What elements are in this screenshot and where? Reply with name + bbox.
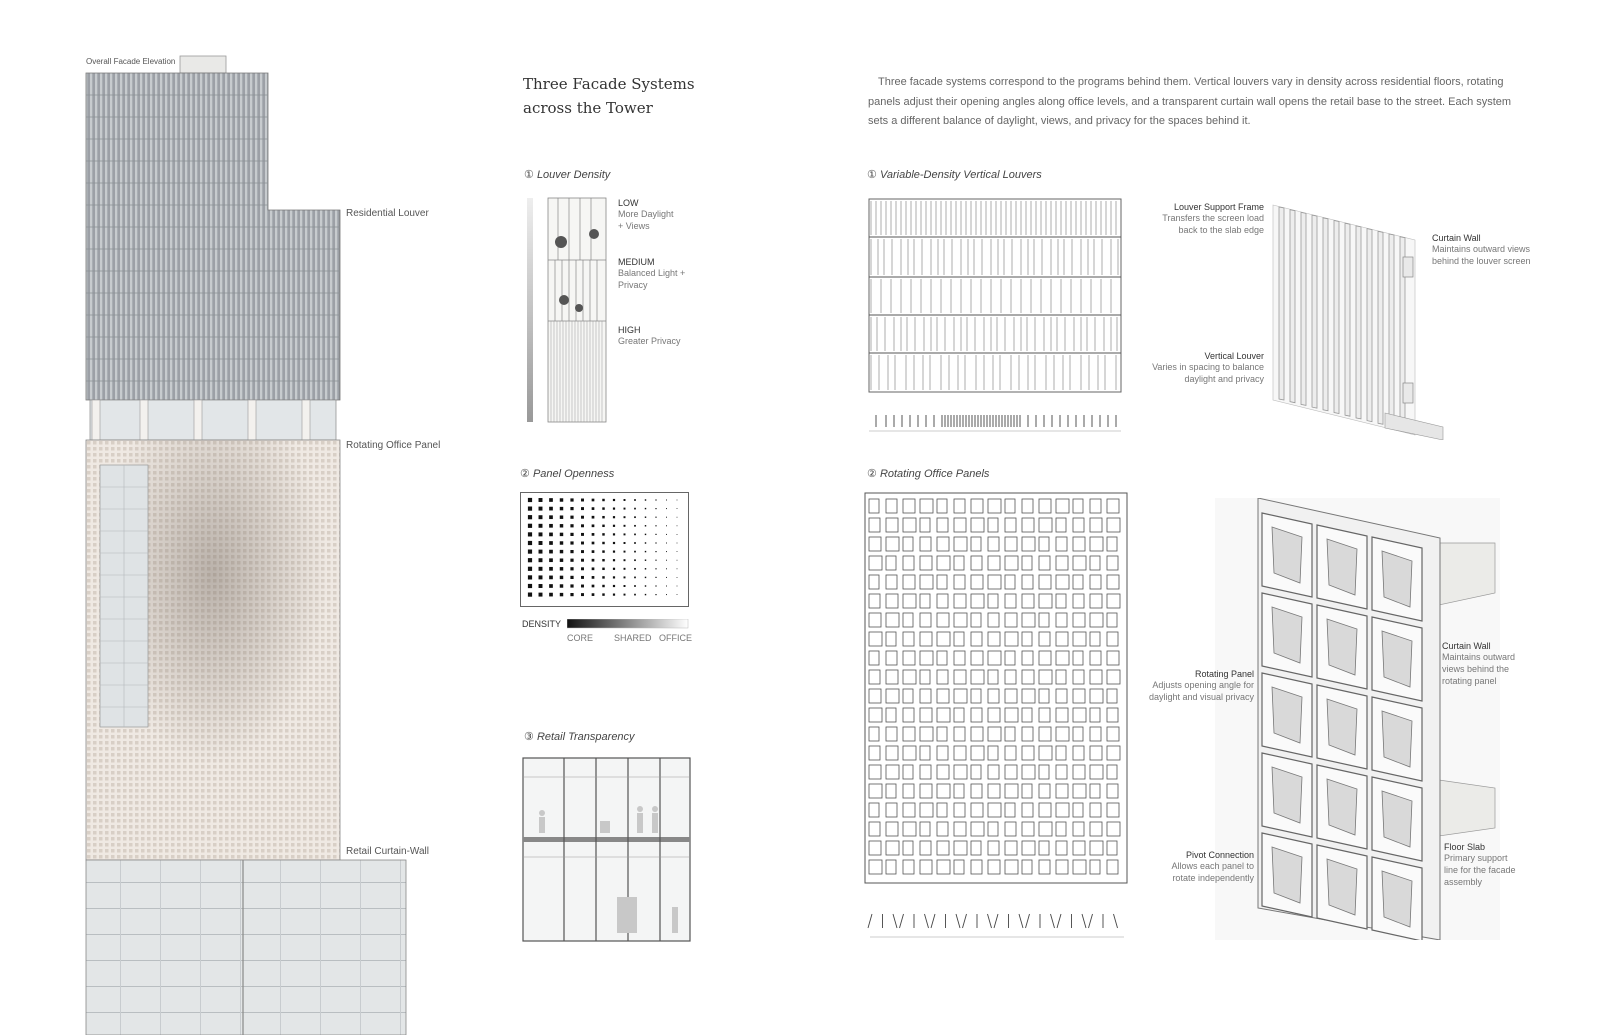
annotation-pivot-connection: Pivot Connection Allows each panel to rotate independently xyxy=(1171,850,1254,883)
annotation-vertical-louver: Vertical Louver Varies in spacing to balance daylight and privacy xyxy=(1152,351,1264,384)
scale-core: CORE xyxy=(567,633,594,643)
annotation-panel-curtain-wall: Curtain Wall Maintains outward views behind the rotating panel xyxy=(1442,641,1516,686)
section-retail-transparency-title: ③ Retail Transparency xyxy=(524,731,635,743)
office-panel-elevation-drawing xyxy=(864,492,1130,950)
density-label: DENSITY xyxy=(522,619,562,629)
legend-medium: MEDIUM Balanced Light + Privacy xyxy=(618,257,686,290)
annotation-rotating-panel: Rotating Panel Adjusts opening angle for daylight and visual privacy xyxy=(1148,669,1254,702)
page-title: Three Facade Systems across the Tower xyxy=(523,75,695,117)
annotation-louver-support-frame: Louver Support Frame Transfers the screen load back to the slab edge xyxy=(1162,202,1264,235)
intro-paragraph: Three facade systems correspond to the programs behind them. Vertical louvers vary in density across residential floors, rotating panels adjust their opening angles along office levels, and a transparent curtain wall opens the retail base to the street. Each system sets a different balance of daylight, views, and privacy for the spaces behind it. xyxy=(868,76,1512,127)
section-louver-density-title: ① Louver Density xyxy=(524,169,611,181)
section-louver-detail-title: ① Variable-Density Vertical Louvers xyxy=(867,169,1042,181)
annotation-louver-curtain-wall: Curtain Wall Maintains outward views behind the louver screen xyxy=(1432,233,1531,266)
legend-low: LOW More Daylight + Views xyxy=(618,198,674,231)
annotation-floor-slab: Floor Slab Primary support line for the facade assembly xyxy=(1444,842,1516,887)
scale-shared: SHARED xyxy=(614,633,652,643)
legend-high: HIGH Greater Privacy xyxy=(618,325,681,346)
label-residential-louver: Residential Louver xyxy=(346,208,429,219)
louver-density-strip xyxy=(524,196,614,424)
louver-elevation-drawing xyxy=(868,197,1124,437)
label-retail-curtain-wall: Retail Curtain-Wall xyxy=(346,846,429,857)
panel-openness-grid xyxy=(520,492,690,608)
elevation-title: Overall Facade Elevation xyxy=(86,57,176,66)
density-gradient-bar xyxy=(567,619,689,629)
label-rotating-office-panel: Rotating Office Panel xyxy=(346,440,441,451)
tower-elevation xyxy=(80,50,450,1035)
louver-axonometric-drawing xyxy=(1265,195,1445,440)
scale-office: OFFICE xyxy=(659,633,692,643)
retail-storefront xyxy=(522,757,692,943)
section-panel-openness-title: ② Panel Openness xyxy=(520,468,615,480)
section-panel-detail-title: ② Rotating Office Panels xyxy=(867,468,990,480)
